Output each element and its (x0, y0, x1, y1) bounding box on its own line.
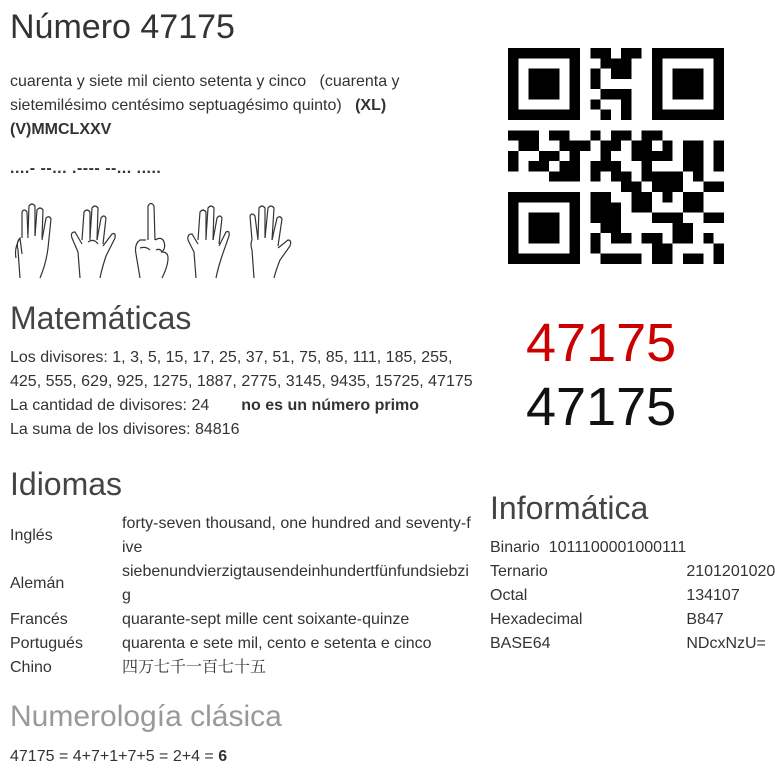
lang-text: quarenta e sete mil, cento e setenta e cinco (122, 635, 432, 652)
table-row (490, 632, 775, 656)
languages-table (10, 512, 472, 680)
base-name: BASE64 (490, 635, 551, 652)
hand-5-icon (242, 198, 294, 282)
base-value: 134107 (686, 587, 740, 604)
qr-code (508, 48, 724, 264)
table-row (10, 608, 472, 632)
base-name: Ternario (490, 563, 548, 580)
words-es: cuarenta y siete mil ciento setenta y cinco (10, 73, 307, 90)
divisor-count: La cantidad de divisores: 24 (10, 397, 210, 414)
number-display-red: 47175 (526, 313, 677, 373)
numerology-section-title: Numerología clásica (10, 700, 282, 733)
base-value: 2101201020 (686, 563, 775, 580)
divisor-sum: La suma de los divisores: 84816 (10, 421, 240, 438)
number-display-black: 47175 (526, 377, 677, 437)
lang-name: Chino (10, 659, 52, 676)
informatics-section-title: Informática (490, 490, 649, 526)
ordinal-es: (cuarenta y sietemilésimo centésimo septuagésimo quinto) (10, 73, 400, 114)
page-title: Número 47175 (10, 8, 235, 46)
table-row (490, 560, 775, 584)
lang-text: quarante-sept mille cent soixante-quinze (122, 611, 410, 628)
hand-7-icon (68, 198, 120, 282)
base-name-label: Binario (490, 539, 540, 556)
base-value: B847 (686, 611, 724, 628)
table-row (490, 608, 775, 632)
base-value: NDcxNzU= (686, 635, 766, 652)
math-section-title: Matemáticas (10, 300, 192, 336)
table-row (490, 536, 775, 560)
lang-text: siebenundvierzigtausendeinhundertfünfundsiebzig (122, 563, 469, 604)
binary-value: 1011100001000111 (548, 539, 687, 556)
divisors-line (10, 346, 480, 394)
base-name: Octal (490, 587, 528, 604)
table-row (10, 560, 472, 608)
table-row (10, 656, 472, 680)
morse-code: ....- --... .---- --... ..... (10, 160, 162, 177)
informatics-table (490, 536, 775, 656)
divisor-count-line (10, 394, 480, 418)
math-section (10, 346, 480, 442)
table-row (10, 512, 472, 560)
divisors-list: 1, 3, 5, 15, 17, 25, 37, 51, 75, 85, 111, 185, 255, 425, 555, 629, 925, 1275, 1887, 2775, 3145, 9435, 15725, 47175 (10, 349, 473, 390)
divisors-label: Los divisores: (10, 349, 108, 366)
lang-name: Alemán (10, 575, 65, 592)
lang-text: 四万七千一百七十五 (122, 659, 267, 676)
number-in-words (10, 70, 480, 142)
lang-name: Portugués (10, 635, 83, 652)
base-name (490, 536, 686, 560)
base-name: Hexadecimal (490, 611, 583, 628)
table-row (10, 632, 472, 656)
roman-numeral: (XL)(V)MMCLXXV (10, 97, 387, 138)
numerology-steps: 47175 = 4+7+1+7+5 = 2+4 = (10, 748, 219, 765)
numerology-result: 6 (218, 748, 228, 765)
numerology-formula (10, 748, 227, 766)
languages-section-title: Idiomas (10, 466, 123, 502)
sign-language-hands (10, 198, 294, 282)
lang-name: Francés (10, 611, 68, 628)
hand-7b-icon (184, 198, 236, 282)
prime-status: no es un número primo (241, 397, 420, 414)
table-row (490, 584, 775, 608)
hand-4-icon (10, 198, 62, 282)
hand-1-icon (126, 198, 178, 282)
lang-text: forty-seven thousand, one hundred and seventy-five (122, 515, 471, 556)
lang-name: Inglés (10, 527, 53, 544)
